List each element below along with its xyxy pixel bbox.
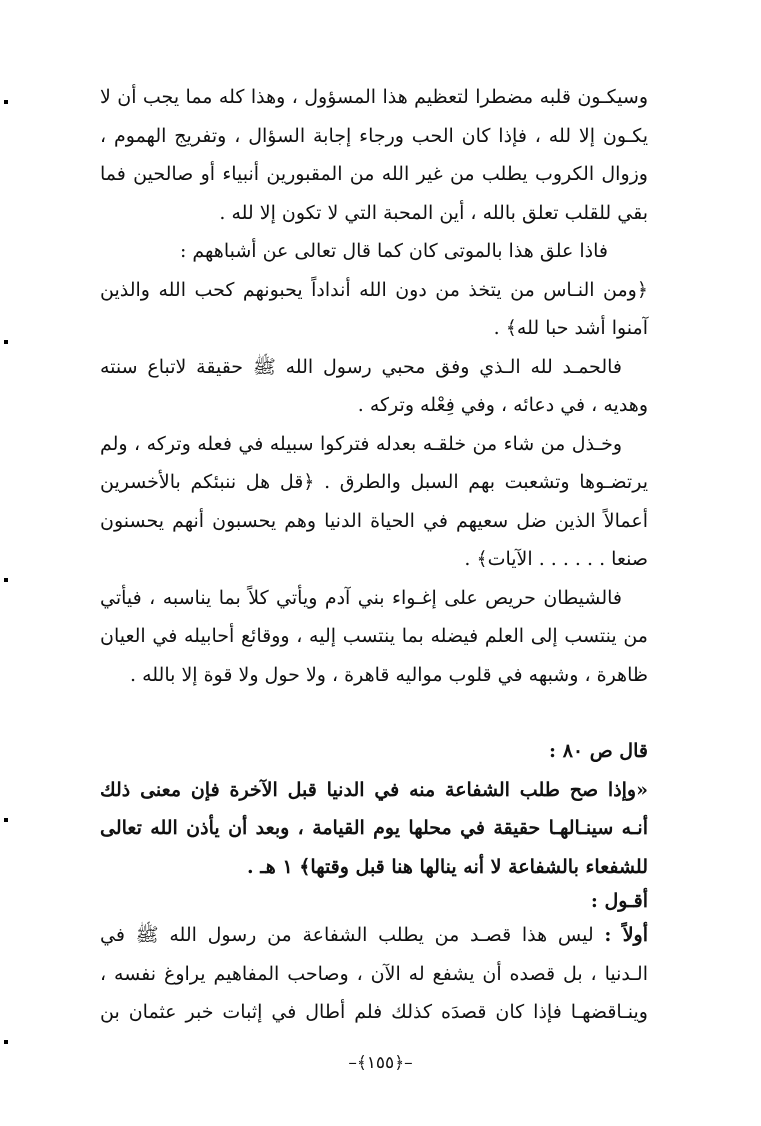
paragraph-4 (100, 425, 648, 579)
section-heading: قال ص ٨٠ : (549, 740, 648, 762)
text-line: الـدنيا ، بل قصده أن يشفع له الآن ، وصاحب المفاهيم يراوغ نفسه ، (100, 962, 648, 985)
text-line: «وإذا صح طلب الشفاعة منه في الدنيا قبل الآخرة فإن معنى ذلك (100, 778, 648, 801)
text-line: فاذا علق هذا بالموتى كان كما قال تعالى عن أشباههم : (179, 240, 608, 262)
paragraph-3 (100, 348, 648, 425)
text-line: وهديه ، في دعائه ، وفي فِعْله وتركه . (357, 394, 648, 416)
paragraph-5 (100, 579, 648, 695)
quoted-section (100, 732, 648, 1032)
text-line: يرتضـوها وتشعبت بهم السبل والطرق . ﴿قل هل ننبئكم بالأخسرين (100, 471, 648, 493)
text-line: وخـذل من شاء من خلقـه بعدله فتركوا سبيله في فعله وتركه ، ولم (100, 432, 622, 455)
margin-mark (4, 100, 8, 104)
text-line: وزوال الكروب يطلب من غير الله من المقبورين أنبياء أو صالحين فما (100, 163, 648, 185)
margin-mark (4, 578, 8, 582)
text-line: فالشيطان حريص على إغـواء بني آدم ويأتي كلاً بما يناسبه ، فيأتي (100, 586, 622, 609)
text-line: صنعا . . . . . . الآيات﴾ . (464, 548, 648, 570)
text-line: من ينتسب إلى العلم فيضله بما ينتسب إليه ، ووقائع أحابيله في العيان (100, 625, 648, 647)
text-line: للشفعاء بالشفاعة لا أنه ينالها هنا قبل وقتها﴾ ١ هـ . (247, 855, 648, 878)
reply-paragraph (100, 916, 648, 1032)
text-line: بقي للقلب تعلق بالله ، أين المحبة التي لا تكون إلا لله . (219, 201, 648, 224)
text-line: ﴿ومن النـاس من يتخذ من دون الله أنداداً يحبونهم كحب الله والذين (100, 278, 648, 301)
margin-mark (4, 1040, 8, 1044)
text-line: وسيكـون قلبه مضطرا لتعظيم هذا المسؤول ، وهذا كله مما يجب أن لا (100, 86, 648, 108)
text-line: أعمالاً الذين ضل سعيهم في الحياة الدنيا وهم يحسبون أنهم يحسنون (100, 509, 648, 532)
text-line: ظاهرة ، وشبهه في قلوب مواليه قاهرة ، ولا حول ولا قوة إلا بالله . (129, 663, 648, 686)
quoted-passage (100, 771, 648, 887)
text-line: وينـاقضهـا فإذا كان قصدَه كذلك فلم أطال في إثبات خبر عثمان بن (100, 1001, 648, 1023)
reply-line-text: ليس هذا قصـد من يطلب الشفاعة من رسول الله ﷺ في (100, 924, 594, 946)
text-line: فالحمـد لله الـذي وفق محبي رسول الله ﷺ حقيقة لاتباع سنته (100, 355, 622, 378)
page-body (100, 78, 648, 1032)
page-number: –﴿١٥٥﴾– (348, 1053, 413, 1073)
text-line: آمنوا أشد حبا لله﴾ . (493, 317, 648, 339)
margin-mark (4, 818, 8, 822)
paragraph-1 (100, 78, 648, 232)
text-line: يكـون إلا لله ، فإذا كان الحب ورجاء إجابة السؤال ، وتفريج الهموم ، (100, 124, 648, 147)
paragraph-2 (100, 232, 648, 348)
reply-heading: أقـول : (590, 890, 648, 912)
text-line (100, 916, 648, 955)
reply-lead: أولاً : (604, 924, 649, 946)
text-line: أنـه سينـالهـا حقيقة في محلها يوم القيامة ، وبعد أن يأذن الله تعالى (100, 817, 648, 839)
margin-mark (4, 340, 8, 344)
